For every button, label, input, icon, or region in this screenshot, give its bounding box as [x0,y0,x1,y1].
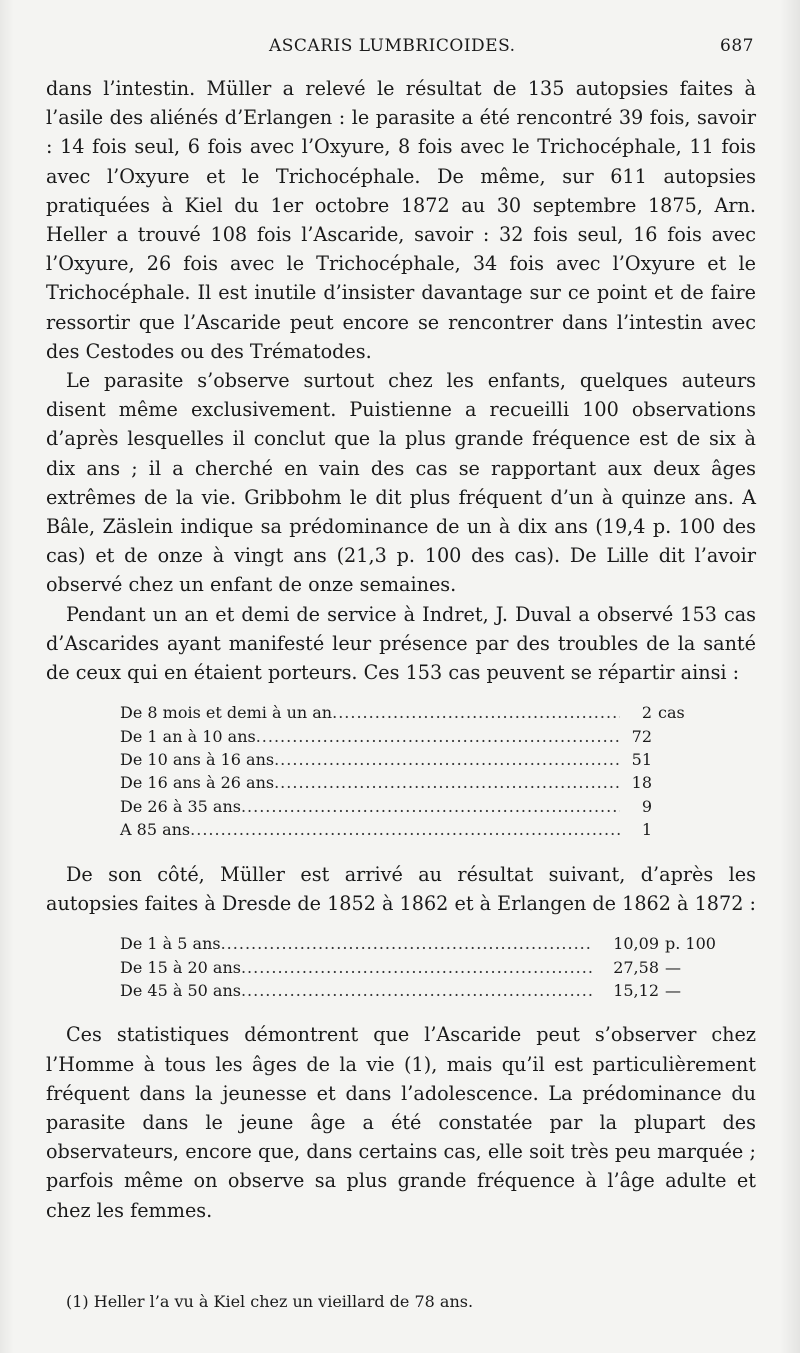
table-row [120,956,705,979]
page-number: 687 [720,36,754,56]
running-header [46,36,754,62]
row-value: 51 [631,750,652,770]
row-label: A 85 ans [120,820,191,840]
row-value: 1 [641,820,652,840]
muller-age-table [120,932,716,1002]
paragraph: Ces statistiques démontrent que l’Ascaride peut s’observer chez l’Homme à tous les âges de la vie (1), mais qu’il est particulièrement fréquent dans la jeunesse et dans l’adolescence. La prédominance du parasite dans le jeune âge a été constatée par la plupart des observateurs, encore que, dans certains cas, elle soit très peu marquée ; parfois même on observe sa plus grande fréquence à l’âge adulte et chez les femmes. [46,1023,756,1222]
row-label: De 26 à 35 ans [120,796,241,816]
leader-dots [274,771,620,794]
table-row [120,771,688,794]
paragraph: Le parasite s’observe surtout chez les enfants, quelques auteurs disent même exclusivement. Puistienne a recueilli 100 observations d’après lesquelles il conclut que la plus grande fréquence est de six à dix ans ; il a cherché en vain des cas se rapportant aux deux âges extrêmes de la vie. Gribbohm le dit plus fréquent d’un à quinze ans. A Bâle, Zäslein indique sa prédominance de un à dix ans (19,4 p. 100 des cas) et de onze à vingt ans (21,3 p. 100 des cas). De Lille dit l’avoir observé chez un enfant de onze semaines. [46,369,756,597]
row-unit: p. 100 [665,934,716,954]
leader-dots [241,795,620,818]
table-row [120,725,688,748]
table-row [120,932,716,955]
duval-age-table [120,701,688,841]
row-value: 10,09 [613,934,659,954]
leader-dots [221,932,593,955]
leader-dots [241,956,593,979]
row-unit: cas [658,703,685,723]
leader-dots [274,748,620,771]
row-value: 15,12 [613,980,659,1000]
row-label: De 16 ans à 26 ans [120,773,275,793]
footnote: (1) Heller l’a vu à Kiel chez un vieillard de 78 ans. [66,1292,474,1311]
table-row [120,701,688,724]
row-label: De 45 à 50 ans [120,980,241,1000]
row-value: 18 [631,773,652,793]
table-row [120,748,688,771]
row-unit: — [665,957,681,977]
table-row [120,818,688,841]
leader-dots [256,725,620,748]
running-title: ASCARIS LUMBRICOIDES. [269,36,516,56]
table-row [120,795,688,818]
row-label: De 10 ans à 16 ans [120,750,275,770]
row-label: De 8 mois et demi à un an [120,703,333,723]
paragraph: De son côté, Müller est arrivé au résultat suivant, d’après les autopsies faites à Dresde de 1852 à 1862 et à Erlangen de 1862 à 1872 : [46,862,756,915]
leader-dots [190,818,620,841]
row-label: De 1 à 5 ans [120,934,221,954]
row-value: 27,58 [613,957,659,977]
leader-dots [332,701,620,724]
row-label: De 1 an à 10 ans [120,726,256,746]
row-label: De 15 à 20 ans [120,957,241,977]
row-value: 9 [641,796,652,816]
row-value: 2 [641,703,652,723]
table-row [120,979,705,1002]
leader-dots [241,979,593,1002]
row-value: 72 [631,726,652,746]
page-body [46,74,756,1225]
paragraph: dans l’intestin. Müller a relevé le résultat de 135 autopsies faites à l’asile des aliénés d’Erlangen : le parasite a été rencontré 39 fois, savoir : 14 fois seul, 6 fois avec l’Oxyure, 8 fois avec le Trichocéphale, 11 fois avec l’Oxyure et le Trichocéphale. De même, sur 611 autopsies pratiquées à Kiel du 1er octobre 1872 au 30 septembre 1875, Arn. Heller a trouvé 108 fois l’Ascaride, savoir : 32 fois seul, 16 fois avec l’Oxyure, 26 fois avec le Trichocéphale, 34 fois avec l’Oxyure et le Trichocéphale. Il est inutile d’insister davantage sur ce point et de faire ressortir que l’Ascaride peut encore se rencontrer dans l’intestin avec des Cestodes ou des Trématodes. [46,77,756,363]
paragraph: Pendant un an et demi de service à Indret, J. Duval a observé 153 cas d’Ascarides ayant manifesté leur présence par des troubles de la santé de ceux qui en étaient porteurs. Ces 153 cas peuvent se répartir ainsi : [46,602,756,685]
row-unit: — [665,980,681,1000]
